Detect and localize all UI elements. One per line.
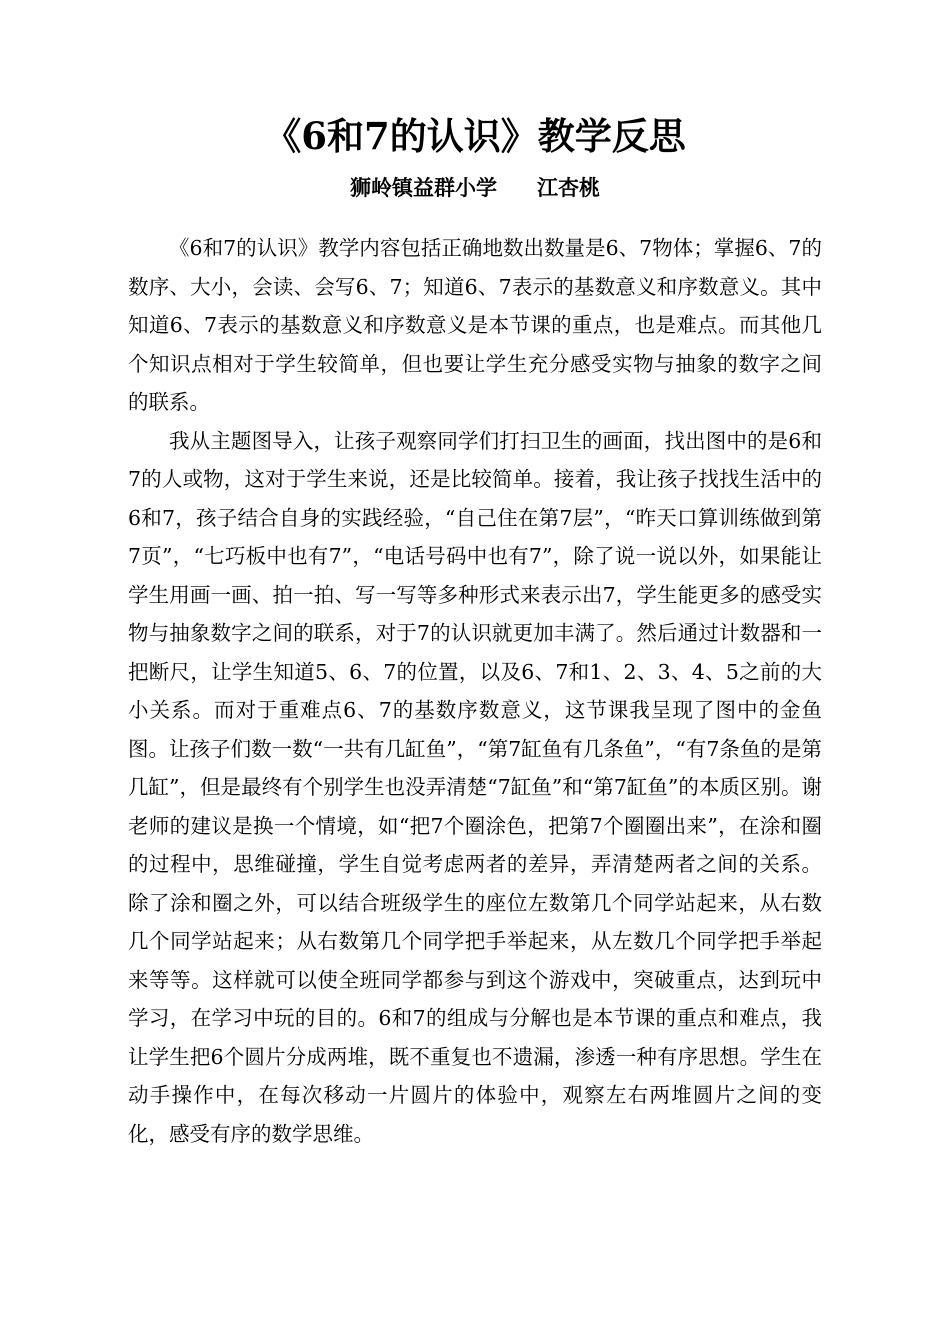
paragraph: 我从主题图导入，让孩子观察同学们打扫卫生的画面，找出图中的是6和7的人或物，这对于学生来说，还是比较简单。接着，我让孩子找找生活中的6和7，孩子结合自身的实践经验，“自己住在第7层”，“昨天口算训练做到第7页”，“七巧板中也有7”，“电话号码中也有7”，除了说一说以外，如果能让学生用画一画、拍一拍、写一写等多种形式来表示出7，学生能更多的感受实物与抽象数字之间的联系，对于7的认识就更加丰满了。然后通过计数器和一把断尺，让学生知道5、6、7的位置，以及6、7和1、2、3、4、5之前的大小关系。而对于重难点6、7的基数序数意义，这节课我呈现了图中的金鱼图。让孩子们数一数“一共有几缸鱼”，“第7缸鱼有几条鱼”，“有7条鱼的是第几缸”，但是最终有个别学生也没弄清楚“7缸鱼”和“第7缸鱼”的本质区别。谢老师的建议是换一个情境，如“把7个圈涂色，把第7个圈圈出来”，在涂和圈的过程中，思维碰撞，学生自觉考虑两者的差异，弄清楚两者之间的关系。除了涂和圈之外，可以结合班级学生的座位左数第几个同学站起来，从右数几个同学站起来；从右数第几个同学把手举起来，从左数几个同学把手举起来等等。这样就可以使全班同学都参与到这个游戏中，突破重点，达到玩中学习，在学习中玩的目的。6和7的组成与分解也是本节课的重点和难点，我让学生把6个圆片分成两堆，既不重复也不遗漏，渗透一种有序思想。学生在动手操作中，在每次移动一片圆片的体验中，观察左右两堆圆片之间的变化，感受有序的数学思维。	[128, 428, 822, 1146]
school-name: 狮岭镇益群小学	[350, 175, 497, 200]
body-text	[128, 229, 822, 1153]
author-name: 江杏桃	[537, 175, 600, 200]
page-title: 《6和7的认识》教学反思	[264, 114, 686, 158]
paragraph: 《6和7的认识》教学内容包括正确地数出数量是6、7物体；掌握6、7的数序、大小，会读、会写6、7；知道6、7表示的基数意义和序数意义。其中知道6、7表示的基数意义和序数意义是本节课的重点，也是难点。而其他几个知识点相对于学生较简单，但也要让学生充分感受实物与抽象的数字之间的联系。	[128, 236, 822, 414]
byline	[0, 173, 950, 203]
